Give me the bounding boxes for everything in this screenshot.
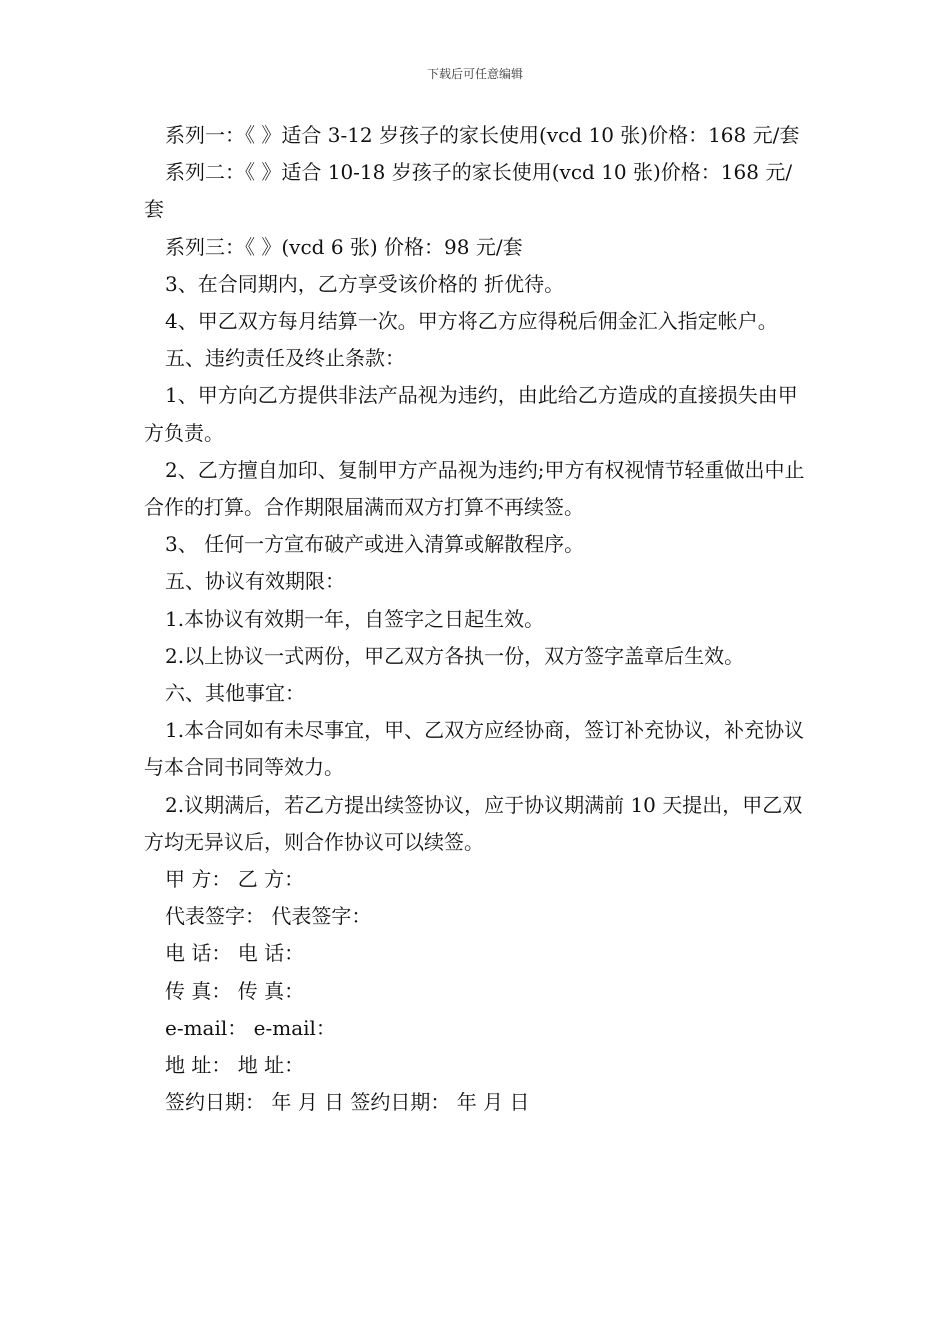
breach-clause-3: 3、 任何一方宣布破产或进入清算或解散程序。	[165, 532, 585, 557]
signature-rep-line: 代表签字： 代表签字：	[165, 904, 372, 929]
validity-clause-1: 1.本协议有效期一年，自签字之日起生效。	[165, 606, 545, 631]
series-two-line: 系列二：《 》适合 10-18 岁孩子的家长使用(vcd 10 张)价格：168 元/套	[144, 160, 793, 222]
clause-settlement: 4、甲乙双方每月结算一次。甲方将乙方应得税后佣金汇入指定帐户。	[165, 309, 778, 334]
clause-discount: 3、在合同期内，乙方享受该价格的 折优待。	[165, 271, 565, 296]
section-other-heading: 六、其他事宜：	[165, 681, 305, 706]
other-clause-1: 1.本合同如有未尽事宜，甲、乙双方应经协商，签订补充协议，补充协议与本合同书同等效力。	[144, 718, 805, 780]
page-header-note: 下载后可任意编辑	[426, 67, 523, 81]
section-validity-heading: 五、协议有效期限：	[165, 569, 345, 594]
breach-clause-1: 1、甲方向乙方提供非法产品视为违约，由此给乙方造成的直接损失由甲方负责。	[144, 383, 798, 445]
signature-party-line: 甲 方： 乙 方：	[165, 867, 305, 892]
validity-clause-2: 2.以上协议一式两份，甲乙双方各执一份，双方签字盖章后生效。	[165, 643, 745, 668]
signature-fax-line: 传 真： 传 真：	[165, 978, 305, 1003]
section-breach-heading: 五、违约责任及终止条款：	[165, 346, 405, 371]
signature-phone-line: 电 话： 电 话：	[165, 941, 305, 966]
document-body	[144, 117, 812, 1121]
other-clause-2: 2.议期满后，若乙方提出续签协议，应于协议期满前 10 天提出，甲乙双方均无异议后，则合作协议可以续签。	[144, 792, 803, 854]
signature-address-line: 地 址： 地 址：	[165, 1053, 305, 1078]
series-three-line: 系列三：《 》(vcd 6 张) 价格：98 元/套	[165, 234, 523, 259]
breach-clause-2: 2、乙方擅自加印、复制甲方产品视为违约;甲方有权视情节轻重做出中止合作的打算。合作期限届满而双方打算不再续签。	[144, 457, 805, 520]
signature-date-line: 签约日期： 年 月 日 签约日期： 年 月 日	[165, 1090, 530, 1115]
signature-email-line: e-mail： e-mail：	[165, 1015, 336, 1040]
series-one-line: 系列一：《 》适合 3-12 岁孩子的家长使用(vcd 10 张)价格：168 元/套	[165, 123, 800, 147]
